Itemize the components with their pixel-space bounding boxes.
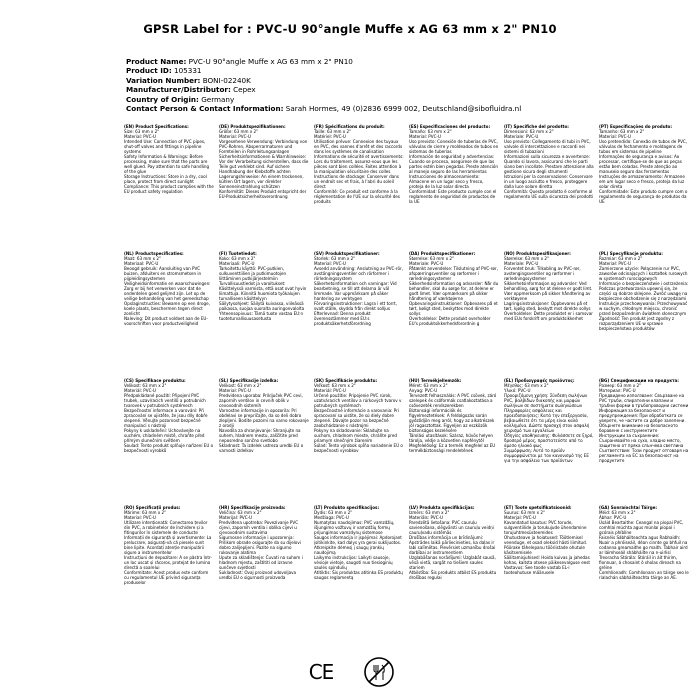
section-title: (SV) Produktspecifikationer: — [314, 251, 380, 256]
product-info-value: Cepex — [233, 85, 256, 95]
section-line: Předpokládané použití: Připojení PVC trubek, uzavíracích ventilů a potrubních tvarovek v potrubních systémech — [124, 393, 206, 408]
section-line: Saugos informacija ir įspėjimai: Apdorojant įsitikinkite, kad dalys yra gerai suklijuotos. Atkreipkite dėmesį į saugų įrankių naudojimą — [314, 535, 402, 555]
section-line: Materiał: PVC-U — [599, 261, 631, 266]
section-title: (ET) Toote spetsifikatsioonid: — [504, 505, 572, 510]
section-line: Materiale: PVC-U — [504, 134, 539, 139]
language-section — [504, 251, 599, 378]
section-line: Suurus: 63 mm x 2" — [504, 510, 545, 515]
section-line: Kavandatud kasutus: PVC torude, sulgventiilide ja torukujude ühendamine torujuhtmesüsteemides — [504, 520, 587, 535]
section-line: Sukladnost: Ovaj proizvod udovoljava uredbi EU o sigurnosti proizvoda — [219, 570, 297, 580]
section-title: (RO) Specificații produs: — [124, 505, 181, 510]
section-line: Opbevaringsinstruktioner: Opbevares på et tørt, køligt sted, beskyttes mod direkte sollys — [409, 301, 498, 316]
language-section — [219, 505, 314, 632]
language-section — [124, 124, 219, 251]
section-line: Uso previsto: Conexión de tuberías de PVC, válvulas de cierre y moldeados de tubos en sistemas de tuberías — [409, 139, 499, 154]
section-line: Veľkosť: 63 mm x 2" — [314, 383, 356, 388]
section-line: Opslaginstructies: Bewaren op een droge, koele plaats, beschermen tegen direct zonlicht — [124, 301, 210, 316]
section-line: Προοριζόμενη χρήση: Σύνδεση σωλήνων PVC, βαλβίδων διακοπής και μορφών σωλήνων σε συστήματα σωληνώσεων — [504, 393, 588, 408]
section-line: Súlad: Tento výrobok spĺňa nariadenie EÚ o bezpečnosti výrobkov — [314, 443, 403, 453]
product-info — [126, 57, 686, 113]
section-title: (SL) Specifikacije izdelka: — [219, 378, 279, 383]
section-line: Soulad: Tento produkt splňuje nařízení EU o bezpečnosti výrobků — [124, 443, 214, 453]
section-line: Säkerhetsinformation och varningar: Vid bearbetning, se till att delarna är väl limmade. Var uppmärksam på säker hantering av verktygen — [314, 281, 397, 301]
section-line: Upute za skladištenje: Čuvati na suhom i hladnom mjestu, zaštititi od izravne sunčeve svjetlosti — [219, 555, 303, 570]
section-title: (NL) Productspecificaties: — [124, 251, 184, 256]
section-line: Información de seguridad y advertencias: Cuando se procesa, asegúrese de que las partes estén bien pegadas. Preste atención al manejo seguro de las herramientas — [409, 154, 499, 174]
section-line: Instructions de stockage: Conserver dans un endroit sec et frais, à l'abri du soleil direct — [314, 174, 399, 189]
section-line: Material: PVC-U — [409, 134, 441, 139]
section-line: Compliance: This product complies with the EU product safety regulation — [124, 184, 214, 194]
section-line: Safety Information & Warnings: Before processing, make sure that the parts are well glued. Pay attention to safe handling of the glue — [124, 154, 210, 174]
section-title: (IT) Specifiche del prodotto: — [504, 124, 569, 129]
ce-mark-icon: CE — [308, 660, 334, 684]
section-line: Treoracha Stórála: Stóráil in áit thirim, fionnuar, á chosaint ó sholas díreach na gréine — [599, 555, 681, 570]
section-line: Instrucciones de almacenamiento: Almacene en un lugar seco y fresco, proteja de la luz solar directa — [409, 174, 484, 189]
section-line: Biztonsági információk és figyelmeztetések: A feldolgozás során győződjön meg arról, hogy az alkatrészek jól ragasztottak. Figyeljen az eszközök biztonságos kezelésére — [409, 408, 495, 433]
section-line: Size: 63 mm x 2" — [124, 129, 160, 134]
section-line: Predvidena uporaba: Priključek PVC cevi, zapornih ventilov in cevnih oblik v cevovodnih sistemih — [219, 393, 303, 408]
section-line: Turvallisuustiedot ja varoitukset: Käsittelyssä varmista, että osat ovat hyvin liimattuja. Kiinnitä huomiota työkalujen turvalliseen käsittelyyn — [219, 281, 307, 301]
language-section — [124, 505, 219, 632]
language-section — [409, 505, 504, 632]
product-info-label: Country of Origin: — [126, 94, 199, 104]
product-info-row — [126, 57, 686, 66]
section-title: (DE) Produktspezifikationen: — [219, 124, 286, 129]
section-line: Medžiaga: PVC-U — [314, 515, 349, 520]
section-line: Materiál: PVC-U — [124, 388, 156, 393]
product-info-value: PVC-U 90°angle Muffe x AG 63 mm x 2" PN10 — [188, 57, 353, 66]
section-line: Tervezett felhasználás: A PVC csövek, záró szelepek és csőformák csatlakoztatása a csővezeték rendszerekben — [409, 393, 497, 408]
section-line: Förvaringsinstruktioner: Lagra i ett torrt, svalt ställe, skydda från direkt solljus — [314, 301, 397, 311]
section-line: Ábhar: PVC-U — [599, 515, 627, 520]
section-line: Úsáid Beartaithe: Ceangal na píopaí PVC, comhlaí múchta agus múnlaí píopaí i gcórais phíblíne — [599, 520, 684, 535]
language-section — [599, 124, 694, 251]
section-line: Предвидено използване: Свързване на PVC тръби, спирателни клапани и тръбни форми в тръбопроводни системи — [599, 393, 689, 408]
section-line: Pokyny k uskladnění: Uchovávejte na suchém, chladném místě, chraňte před přímým slunečním světlem — [124, 428, 205, 443]
section-line: Οδηγίες αποθήκευσης: Φυλάσσετε σε ξηρό, δροσερό μέρος, προστατεύστε από το άμεσο ηλιακό φως — [504, 433, 594, 448]
section-title: (SK) Špecifikácie produktu: — [314, 378, 378, 383]
language-section — [314, 251, 409, 378]
product-info-row — [126, 95, 686, 104]
section-line: Uzglabāšanas norādījumi: Uzglabāt sausā, vēsā vietā, sargāt no tiešiem saules stariem — [409, 555, 496, 570]
section-line: Tamanho: 63 mm x 2" — [599, 129, 645, 134]
section-line: Atitiktis: Šis produktas atitinka ES produktų saugos reglamentą — [314, 570, 403, 580]
section-line: Skladnost: Ta izdelek ustreza uredbi EU o varnosti izdelkov — [219, 443, 304, 453]
language-section — [409, 378, 504, 505]
product-info-value: Sarah Hormes, 49 (0)2836 6999 002, Deutschland@sibofluidra.nl — [285, 104, 522, 114]
section-line: Naleving: Dit product voldoet aan de EU-voorschriften voor productveiligheid — [124, 316, 208, 326]
section-line: Materiaal: PVC-U — [124, 261, 159, 266]
section-title: (LT) Produkto specifikacijos: — [314, 505, 380, 510]
language-section — [219, 251, 314, 378]
language-section — [314, 505, 409, 632]
section-line: Uso previsto: Collegamento di tubi in PVC, valvole di intercettazione e raccordi nei sistemi di tubazioni — [504, 139, 591, 154]
section-line: Numatytas naudojimas: PVC vamzdžių, išjungimo vožtuvų ir vamzdžių formų prijungimas vamzdynų sistemose — [314, 520, 395, 535]
language-sections — [124, 124, 694, 632]
section-line: Materiāls: PVC-U — [409, 515, 444, 520]
product-info-row — [126, 66, 686, 75]
section-title: (PL) Specyfikacje produktu: — [599, 251, 663, 256]
section-line: Comhlíonadh: Comhlíonann an táirge seo le rialachán sábháilteachta táirge an AE. — [599, 570, 689, 580]
section-line: Méid: 63 mm x 2" — [599, 510, 636, 515]
section-line: Informacje o bezpieczeństwie i ostrzeżenia: Podczas przetwarzania upewnij się, że części są dobrze sklejone. Zwróć uwagę na bezpieczne obchodzenie się z narzędziami — [599, 281, 689, 301]
section-line: Faisnéis Sábháilteachta agus Rabhaidh: Nuair a phróiseáil, déan cinnte go bhfuil na codanna greamaithe go maith. Tabhair aird ar láimhseáil shábháilte na n-uirlisí — [599, 535, 688, 555]
product-info-label: Manufacturer/Distributor: — [126, 85, 231, 95]
section-line: Utilizare intenționată: Conectarea țevilor din PVC, a robinetelor de închidere și a fitingurilor în sistemele de conducte — [124, 520, 208, 535]
section-line: Taille: 63 mm x 2" — [314, 129, 351, 134]
section-line: Overholdelse: Dette produkt overholder EU's produktsikkerhedsforordnin g — [409, 316, 491, 326]
section-line: Velikost: 63 mm x 2" — [124, 383, 167, 388]
section-line: Materiaali: PVC-U — [219, 261, 255, 266]
section-line: Sigurnosne informacije i upozorenja: Prilikom obrade osigurajte da su dijelovi dobro zalijepljeni. Pazite na sigurno rukovanje alatima — [219, 535, 301, 555]
section-line: Sicherheitsinformationen & Warnhinweise: Vor der Verarbeitung sicherstellen, dass die Teile gut verklebt sind. Auf sichere Handhabung der Klebstoffe achten — [219, 154, 309, 174]
section-line: Navodila za shranjevanje: Shranjujte na suhem, hladnem mestu, zaščitite pred neposredno sončno svetlobo — [219, 428, 301, 443]
section-title: (DA) Produktspecifikationer: — [409, 251, 476, 256]
section-line: Material: PVC-U — [219, 134, 251, 139]
section-line: Bezpečnostní informace a varování: Při zpracování se ujistěte, že jsou díly dobře slepené. Věnujte pozornost bezpečné manipulaci s nástroji — [124, 408, 208, 428]
section-line: Yhteensopivuus: Tämä tuote vastaa EU:n tuoteturvallisuusasetusta — [219, 311, 304, 321]
section-title: (BG) Спецификации на продукта: — [599, 378, 679, 383]
section-line: Instrukcje przechowywania: Przechowywać w suchym, chłodnym miejscu, chronić przed bezpośrednim światłem słonecznym — [599, 301, 688, 316]
section-line: Materiál: PVC-U — [314, 388, 346, 393]
section-line: Varnostne informacije in opozorila: Pri obdelavi se prepričajte, da so deli dobro zlepljeni. Bodite pozorni na varno rokovanje z orodji — [219, 408, 309, 428]
language-section — [219, 124, 314, 251]
section-line: Overholdelse: Dette produktet er i samsvar med EUs forskrift om produktsikkerhet — [504, 311, 593, 321]
section-line: Rozmiar: 63 mm x 2" — [599, 256, 643, 261]
section-line: Material: PVC-U — [599, 134, 631, 139]
section-line: Material: PVC-U — [219, 388, 251, 393]
product-info-value: 105331 — [174, 66, 202, 76]
section-title: (FI) Tuotetiedot: — [219, 251, 257, 256]
section-line: Bezpečnostné informácie a varovania: Pri spracovaní sa uistite, že sú diely dobre zlepené. Dávajte pozor na bezpečné zaobchádzanie s nástrojmi — [314, 408, 399, 428]
section-line: Matériel: PVC-U — [314, 134, 346, 139]
product-info-value: Germany — [201, 94, 235, 104]
section-line: Materijal: PVC-U — [219, 515, 253, 520]
section-line: Uso pretendido: Conexão de tubos de PVC, válvulas de fechamento e moldagens de tubos em sistemas de pipeline — [599, 139, 688, 154]
section-line: Avsedd användning: Anslutning av PVC-rör, avstängningsventiler och rörformer i rörledningssystem — [314, 266, 403, 281]
product-info-value: BONI-02240K — [202, 75, 251, 85]
section-line: Påtænkt anvendelse: Tilslutning af PVC-rør, afspærringsventiler og rørformer i rørledningssystemer — [409, 266, 498, 281]
section-line: Materiale: PVC-U — [504, 261, 539, 266]
section-line: Informații de siguranță și avertismente: La prelucrare, asigurați-vă că piesele sunt bine lipite. Acordați atenție manipulării sigure a instrumentelor — [124, 535, 212, 555]
section-line: Lagerungshinweise: An einem trockenen, kühlen Ort lagern, vor direkter Sonneneinstrahlung schützen — [219, 174, 304, 189]
section-line: Conformitate: Acest produs este conform cu regulamentul UE privind siguranța produselor — [124, 570, 209, 585]
section-line: Conformità: Questo prodotto è conforme al regolamento UE sulla sicurezza dei prodotti — [504, 189, 594, 199]
section-line: Určené použitie: Pripojenie PVC rúrok, uzatváracích ventilov a rúrkových tvarov v potrubných systémoch — [314, 393, 402, 408]
section-line: Säilitamisjuhised: Hoida kuivas ja jahedas kohas, kaitsta otsese päikesevalguse eest — [504, 555, 591, 565]
section-line: Material: PVC-U — [314, 261, 346, 266]
language-section — [504, 505, 599, 632]
section-line: Sikkerhetsinformasjon og advarsler: Ved behandling, sørg for at delene er godt limt. Vær oppmerksom på sikker håndtering av verktøyene — [504, 281, 593, 301]
section-line: Съответствие: Този продукт отговаря на регламента на ЕС за безопасност на продуктите — [599, 448, 689, 463]
section-title: (GA) Sonraíochtaí Táirge: — [599, 505, 658, 510]
section-line: Conformidad: Este producto cumple con el reglamento de seguridad de productos de la UE — [409, 189, 497, 204]
section-line: Izmērs: 63 mm x 2" — [409, 510, 450, 515]
section-title: (HR) Specifikacije proizvoda: — [219, 505, 286, 510]
section-line: Tamaño: 63 mm x 2" — [409, 129, 452, 134]
section-title: (CS) Specifikace produktu: — [124, 378, 186, 383]
language-section — [409, 124, 504, 251]
section-line: Инструкции за съхранение: Съхранявайте на сухо, хладно място, защитено от пряка слънчева светлина — [599, 433, 684, 448]
section-line: Materiale: PVC-U — [409, 261, 444, 266]
section-line: Størrelse: 63 mm x 2" — [504, 256, 549, 261]
section-line: Conformité: Ce produit est conforme à la réglementation de l'UE sur la sécurité des produits — [314, 189, 400, 204]
section-title: (LV) Produkta specifikācijas: — [409, 505, 475, 510]
section-line: Zamierzone użycie: Połączenie rur PVC, zaworów odcinających i kształtek rurowych w systemach rurociągowych — [599, 266, 688, 281]
no-food-contact-icon — [363, 656, 395, 688]
language-section — [124, 378, 219, 505]
section-line: Материал: PVC-U — [599, 388, 636, 393]
language-section — [504, 378, 599, 505]
section-line: Paredzētā lietošana: PVC cauruļu savienošana, slēgvārsti un cauruļu veidņi cauruļvadu sistēmās — [409, 520, 494, 535]
section-line: Efterlevnad: Denna produkt överensstämmer med EU:s produktsäkerhetsförordning — [314, 311, 371, 326]
section-line: Größe: 63 mm x 2" — [219, 129, 259, 134]
section-line: Maat: 63 mm x 2" — [124, 256, 161, 261]
product-info-row — [126, 85, 686, 94]
section-line: Размер: 63 mm x 2" — [599, 383, 642, 388]
section-line: Utilisation prévue: Connexion des tuyaux en PVC, des vannes d'arrêt et des raccords dans les systèmes de canalisation — [314, 139, 403, 154]
section-line: Instrucțiuni de depozitare: A se păstra într-un loc uscat și răcoros, protejat de lumina directă a soarelui — [124, 555, 212, 570]
language-section — [409, 251, 504, 378]
section-line: Dimensioni: 63 mm x 2" — [504, 129, 554, 134]
product-info-label: Product ID: — [126, 66, 172, 76]
section-line: Storlek: 63 mm x 2" — [314, 256, 356, 261]
section-line: Lagringsinstruksjoner: Oppbevares på et tørt, kjølig sted, beskytt mot direkte sollys — [504, 301, 591, 311]
language-section — [599, 505, 694, 632]
section-line: Beoogd gebruik: Aansluiting van PVC buizen, afsluiters en stromsmetsen in pijpleidingsystemen — [124, 266, 202, 281]
section-line: Υλικό: PVC-U — [504, 388, 531, 393]
section-title: (PT) Especificações do produto: — [599, 124, 673, 129]
section-line: Predviđena upotreba: Povezivanje PVC cijevi, zapornih ventila i oblika cijevi u cjevovodnim sustavima — [219, 520, 299, 535]
section-title: (EN) Product Specifications: — [124, 124, 189, 129]
section-line: Mărime: 63 mm x 2" — [124, 510, 167, 515]
section-line: Μέγεθος: 63 mm x 2" — [504, 383, 549, 388]
section-line: Vorgesehene Verwendung: Verbindung von PVC-Rohren, Absperrarmaturen und Formteilen in Rohrleitungsanlagen — [219, 139, 308, 154]
section-row — [124, 378, 694, 505]
section-line: Koko: 63 mm x 2" — [219, 256, 256, 261]
section-line: Informations de sécurité et avertissements: Lors du traitement, assurez-vous que les pièces sont bien collées. Faites attention à la manipulation sécuritaire des colles — [314, 154, 404, 174]
section-line: Drošības informācija un brīdinājumi: Apstrādes laikā pārliecinieties, ka daļas ir labi salīmētas. Pievērsiet uzmanību drošai darbībai ar instrumentiem — [409, 535, 496, 555]
section-line: Materjal: PVC-U — [504, 515, 536, 520]
language-section — [314, 378, 409, 505]
section-line: Säilytysohjeet: Säilytä kuivassa, viileässä paikassa, suojaa suoralta auringonvalolta — [219, 301, 305, 311]
product-info-row — [126, 104, 686, 113]
product-info-row — [126, 76, 686, 85]
section-line: Dydis: 63 mm x 2" — [314, 510, 353, 515]
section-title: (HU) Termékjellemzők: — [409, 378, 462, 383]
section-line: Veiligheidsinformatie en waarschuwingen: Zorg er bij het verwerken voor dat de onderdelen goed gelijmd zijn. Let op de veilige behandeling van het gereedschap — [124, 281, 211, 301]
section-line: Konformität: Dieses Produkt entspricht der EU-Produktsicherheitsverordnung — [219, 189, 307, 199]
section-line: Vastavus: See toode vastab EL-i tooteohutuse määrusele — [504, 565, 570, 575]
section-line: Laikymo instrukcijos: Laikyti sausoje, vėsioje vietoje, saugoti nuo tiesioginių saulės spindulių — [314, 555, 393, 570]
section-line: Instruções de armazenamento: Armazene em um lugar seco e fresco, proteja da luz solar direta — [599, 174, 685, 189]
product-info-label: Product Name: — [126, 57, 187, 66]
page-title: GPSR Label for : PVC-U 90°angle Muffe x AG 63 mm x 2" PN10 — [143, 22, 557, 36]
section-line: Istruzioni per la conservazione: Conservare in un luogo asciutto e fresco, proteggere dalla luce solare diretta — [504, 174, 593, 189]
section-row — [124, 505, 694, 632]
section-line: Sikkerhedsinformation og advarsler: Når du behandler, skal du sørge for, at delene er godt limet. Vær opmærksom på sikker håndtering af værktøjerne — [409, 281, 499, 301]
language-section — [599, 251, 694, 378]
section-line: Intended Use: Connection of PVC pipes, shut-off valves and fittings in pipeline systems — [124, 139, 206, 154]
section-title: (EL) Προδιαγραφές προϊόντος: — [504, 378, 575, 383]
section-line: Ohutusteave ja hoiatused: Töötlemisel veenduge, et osad oleksid hästi liimitud. Pöörake tähelepanu tööriistade ohutule käsitsemisele — [504, 535, 588, 555]
product-info-label: Contact Person & Contact Information: — [126, 104, 284, 114]
section-line: Méret: 63 mm x 2" — [409, 383, 448, 388]
section-row — [124, 124, 694, 251]
compliance-marks — [0, 655, 700, 689]
section-line: Forventet bruk: Tilkobling av PVC-rør, avstengingsventiler og rørformer i rørledningssystemer — [504, 266, 581, 281]
section-line: Tarkoitettu käyttö: PVC-putkien, sulkuventtiilien ja putkimuotojen liittäminen putkijärjestelmiin — [219, 266, 287, 281]
language-section — [504, 124, 599, 251]
section-title: (ES) Especificaciones del producto: — [409, 124, 491, 129]
section-line: Anyag: PVC-U — [409, 388, 438, 393]
language-section — [124, 251, 219, 378]
product-info-label: Variation Number: — [126, 75, 201, 85]
section-line: Conformidade: Este produto cumpre com o regulamento de segurança de produtos da UE — [599, 189, 688, 204]
section-line: Информация за безопасност и предупреждения: При обработката се уверете, че частите са добре залепени. Обърнете внимание на безопасното боравене с инструментите — [599, 408, 686, 433]
section-line: Material: PVC-U — [124, 515, 156, 520]
language-section — [219, 378, 314, 505]
section-line: Velikost: 63 mm x 2" — [219, 383, 262, 388]
section-line: Veličina: 63 mm x 2" — [219, 510, 262, 515]
section-line: Material: PVC-U — [124, 134, 156, 139]
section-line: Συμμόρφωση: Αυτό το προϊόν συμμορφώνεται με τον κανονισμό της ΕΕ για την ασφάλεια των προϊόντων — [504, 448, 589, 463]
section-line: Zgodność: Ten produkt jest zgodny z rozporządzeniem UE w sprawie bezpieczeństwa produktów — [599, 316, 675, 331]
section-title: (FR) Spécifications du produit: — [314, 124, 385, 129]
language-section — [599, 378, 694, 505]
section-line: Tárolási utasítások: Száraz, hűvös helyen tárolja, védje a közvetlen napfénytől — [409, 433, 493, 443]
section-title: (NO) Produktspesifikasjoner: — [504, 251, 571, 256]
section-line: Informações de segurança e avisos: Ao processar, certifique-se de que as peças estão bem coladas. Preste atenção ao manuseio seguro das ferramentas — [599, 154, 682, 174]
section-line: Megfelelőség: Ez a termék megfelel az EU termékbiztonsági rendeletének — [409, 443, 496, 453]
section-line: Πληροφορίες ασφάλειας και προειδοποιήσεις: Κατά την επεξεργασία, βεβαιωθείτε ότι τα μέρη είναι καλά κολλημένα. Δώστε προσοχή στον ασφαλή χειρισμό των εργαλείων — [504, 408, 590, 433]
language-section — [314, 124, 409, 251]
section-line: Storage Instructions: Store in a dry, cool place, protect from direct sunlight — [124, 174, 207, 184]
section-line: Størrelse: 63 mm x 2" — [409, 256, 454, 261]
section-line: Informazioni sulla sicurezza e avvertenze: Quando si lavora, assicurarsi che le parti siano ben incollate. Prestare attenzione alla gestione sicura degli strumenti — [504, 154, 594, 174]
section-line: Atbilstība: Šis produkts atbilst ES produktu drošības regulai — [409, 570, 497, 580]
section-line: Pokyny na skladovanie: Skladujte na suchom, chladnom mieste, chráňte pred priamym slnečným žiarením — [314, 428, 398, 443]
section-row — [124, 251, 694, 378]
